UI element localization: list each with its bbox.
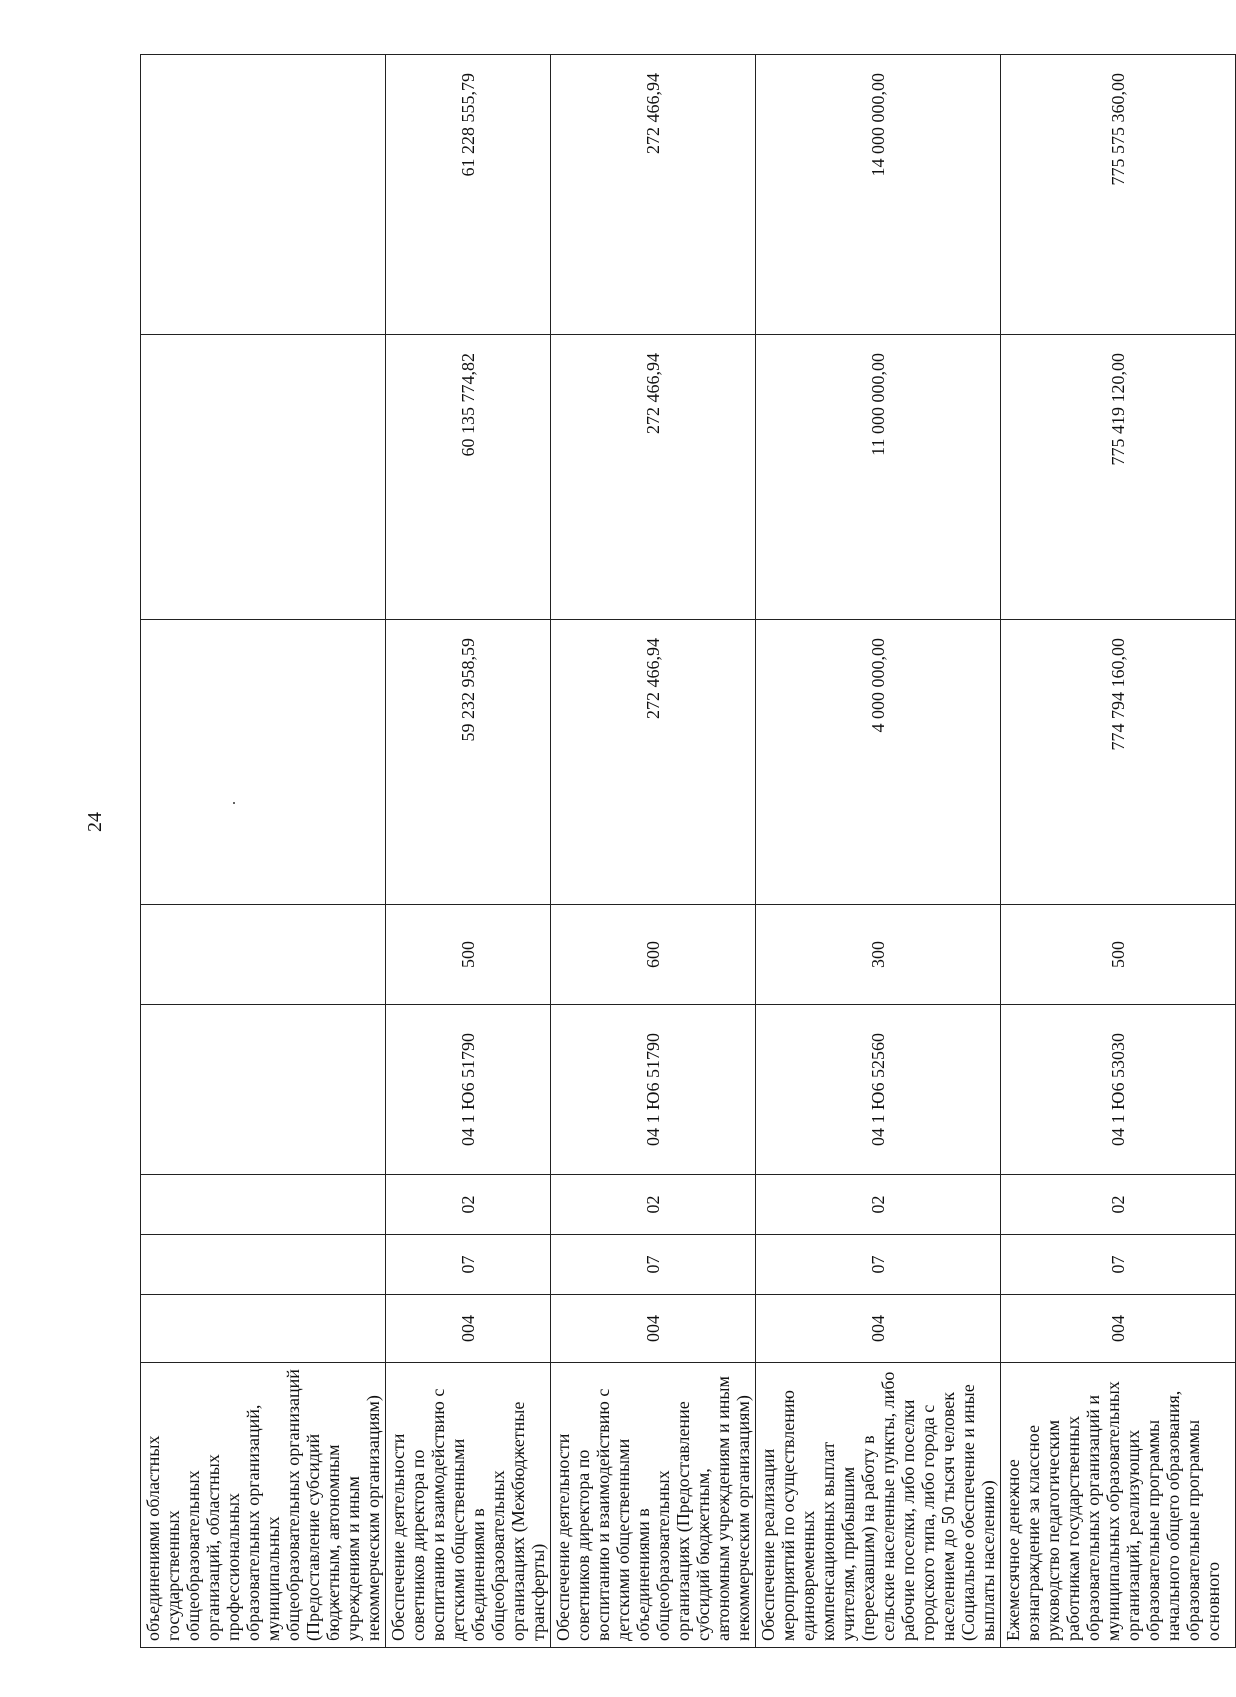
section-code-cell: 07 <box>1001 1235 1236 1295</box>
budget-table <box>140 55 1223 1648</box>
amount-year3-cell: 14 000 000,00 <box>756 55 1001 335</box>
ministry-code-cell: 004 <box>756 1295 1001 1363</box>
expense-name-cell: Обеспечение реализации мероприятий по осуществлению единовременных компенсационных выплат учителям, прибывшим (переехавшим) на работу в сельские населенные пункты, либо рабочие поселки, либо поселки городского типа, либо города с населением до 50 тысяч человек (Социальное обеспечение и иные выплаты населению) <box>756 1363 1001 1648</box>
ministry-code-cell: 004 <box>1001 1295 1236 1363</box>
amount-year3-cell: 61 228 555,79 <box>386 55 551 335</box>
expense-type-cell: 500 <box>386 905 551 1005</box>
expense-type-cell: 500 <box>1001 905 1236 1005</box>
section-code-cell: 07 <box>386 1235 551 1295</box>
table-row <box>386 55 551 1648</box>
amount-year2-cell: 11 000 000,00 <box>756 335 1001 620</box>
target-article-cell: 04 1 Ю6 51790 <box>386 1005 551 1175</box>
ministry-code-cell: 004 <box>551 1295 756 1363</box>
amount-year1-cell: 59 232 958,59 <box>386 620 551 905</box>
amount-year1-cell <box>141 620 386 905</box>
target-article-cell: 04 1 Ю6 51790 <box>551 1005 756 1175</box>
ministry-code-cell: 004 <box>386 1295 551 1363</box>
target-article-cell: 04 1 Ю6 53030 <box>1001 1005 1236 1175</box>
amount-year3-cell: 272 466,94 <box>551 55 756 335</box>
expense-name-cell: Обеспечение деятельности советников директора по воспитанию и взаимодействию с детскими общественными объединениями в общеобразовательных организациях (Межбюджетные трансферты) <box>386 1363 551 1648</box>
amount-year1-cell: 4 000 000,00 <box>756 620 1001 905</box>
expense-name-cell: объединениями областных государственных общеобразовательных организаций, областных профессиональных образовательных организаций, муниципальных общеобразовательных организаций (Предоставление субсидий бюджетным, автономным учреждениям и иным некоммерческим организациям) <box>141 1363 386 1648</box>
amount-year2-cell <box>141 335 386 620</box>
table-row <box>1001 55 1236 1648</box>
amount-year3-cell <box>141 55 386 335</box>
ministry-code-cell <box>141 1295 386 1363</box>
section-code-cell <box>141 1235 386 1295</box>
subsection-code-cell: 02 <box>551 1175 756 1235</box>
amount-year2-cell: 272 466,94 <box>551 335 756 620</box>
amount-year2-cell: 775 419 120,00 <box>1001 335 1236 620</box>
table-row <box>141 55 386 1648</box>
target-article-cell: 04 1 Ю6 52560 <box>756 1005 1001 1175</box>
table-row <box>551 55 756 1648</box>
amount-year2-cell: 60 135 774,82 <box>386 335 551 620</box>
expense-name-cell: Ежемесячное денежное вознаграждение за классное руководство педагогическим работникам государственных образовательных организаций и муниципальных образовательных организаций, реализующих образовательные программы начального общего образования, образовательные программы основного <box>1001 1363 1236 1648</box>
expense-type-cell: 300 <box>756 905 1001 1005</box>
target-article-cell <box>141 1005 386 1175</box>
amount-year3-cell: 775 575 360,00 <box>1001 55 1236 335</box>
page-number: 24 <box>84 812 106 832</box>
section-code-cell: 07 <box>551 1235 756 1295</box>
amount-year1-cell: 272 466,94 <box>551 620 756 905</box>
subsection-code-cell: 02 <box>756 1175 1001 1235</box>
subsection-code-cell: 02 <box>386 1175 551 1235</box>
expense-type-cell: 600 <box>551 905 756 1005</box>
expense-type-cell <box>141 905 386 1005</box>
expense-name-cell: Обеспечение деятельности советников директора по воспитанию и взаимодействию с детскими общественными объединениями в общеобразовательных организациях (Предоставление субсидий бюджетным, автономным учреждениям и иным некоммерческим организациям) <box>551 1363 756 1648</box>
section-code-cell: 07 <box>756 1235 1001 1295</box>
table-row <box>756 55 1001 1648</box>
amount-year1-cell: 774 794 160,00 <box>1001 620 1236 905</box>
subsection-code-cell <box>141 1175 386 1235</box>
subsection-code-cell: 02 <box>1001 1175 1236 1235</box>
